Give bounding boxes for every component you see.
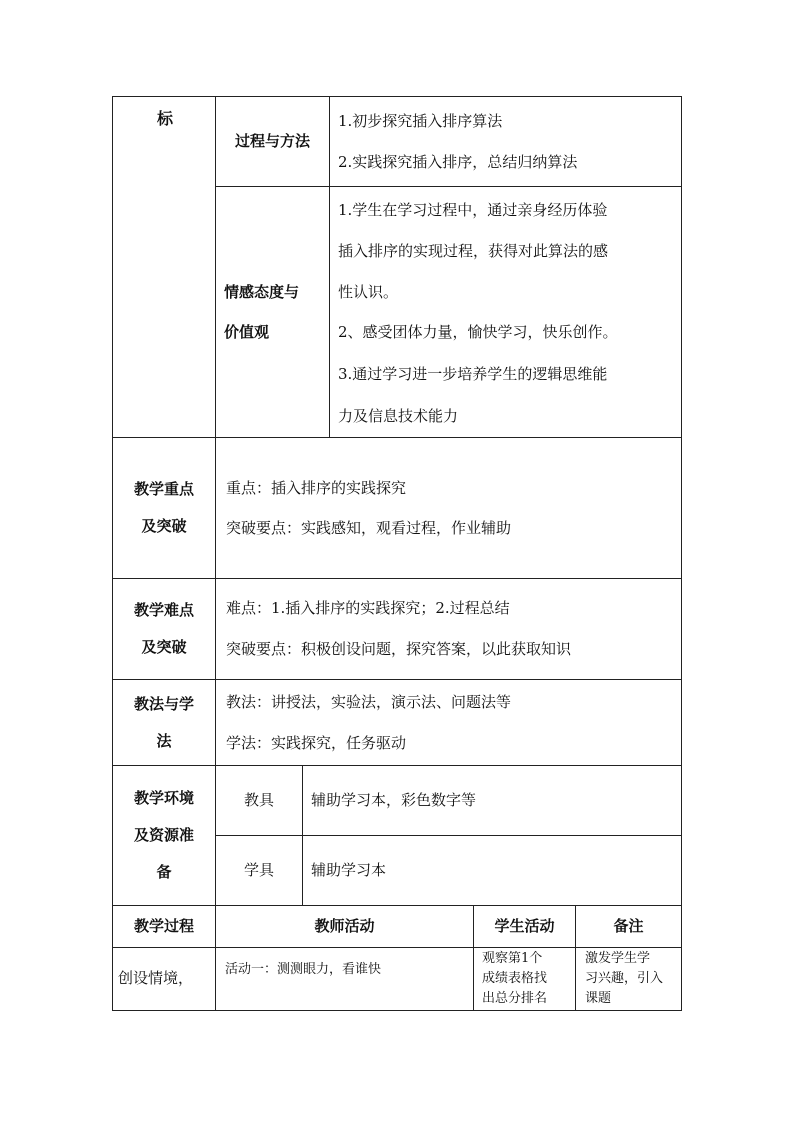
objectives-label-cell xyxy=(112,96,216,438)
methods-line-1: 教法：讲授法，实验法，演示法、问题法等 xyxy=(226,693,512,711)
key-points-label-cell xyxy=(112,437,216,579)
difficulties-label-line-2: 及突破 xyxy=(141,638,187,656)
row-student-line-1: 观察第1个 xyxy=(482,951,543,966)
teacher-tools-content xyxy=(302,765,682,836)
emotion-line-1: 1.学生在学习过程中，通过亲身经历体验 xyxy=(338,201,608,219)
row-note-line-2: 习兴趣，引入 xyxy=(585,971,664,986)
process-item-2: 2.实践探究插入排序，总结归纳算法 xyxy=(338,153,578,171)
student-tools-content xyxy=(302,835,682,906)
student-tools-value: 辅助学习本 xyxy=(311,861,387,879)
key-points-content xyxy=(215,437,682,579)
row-note-line-3: 课题 xyxy=(585,991,612,1006)
header-teacher-activity xyxy=(215,905,474,948)
emotion-line-2: 插入排序的实现过程，获得对此算法的感 xyxy=(338,242,609,260)
teacher-tools-label-cell xyxy=(215,765,303,836)
objectives-label: 标 xyxy=(157,109,174,128)
row-stage xyxy=(112,947,216,1011)
teacher-tools-label: 教具 xyxy=(243,791,274,809)
process-item-1: 1.初步探究插入排序算法 xyxy=(338,112,503,130)
row-stage-text: 创设情境， xyxy=(118,969,194,987)
environment-label-cell xyxy=(112,765,216,906)
emotion-line-4: 2、感受团体力量，愉快学习，快乐创作。 xyxy=(338,323,618,341)
key-points-line-1: 重点：插入排序的实践探究 xyxy=(226,479,407,497)
teacher-tools-value: 辅助学习本，彩色数字等 xyxy=(311,791,477,809)
header-note-label: 备注 xyxy=(613,917,644,935)
methods-content xyxy=(215,679,682,766)
emotion-line-3: 性认识。 xyxy=(338,283,399,301)
key-points-label-line-1: 教学重点 xyxy=(133,480,194,498)
methods-line-2: 学法：实践探究，任务驱动 xyxy=(226,734,407,752)
row-note xyxy=(575,947,682,1011)
emotion-label-line-1: 情感态度与 xyxy=(224,283,300,301)
header-teacher-activity-label: 教师活动 xyxy=(314,917,375,935)
header-stage xyxy=(112,905,216,948)
emotion-line-5: 3.通过学习进一步培养学生的逻辑思维能 xyxy=(338,365,608,383)
process-method-label: 过程与方法 xyxy=(234,132,310,150)
process-method-content xyxy=(329,96,682,187)
difficulties-line-1: 难点：1.插入排序的实践探究；2.过程总结 xyxy=(226,599,510,617)
header-note xyxy=(575,905,682,948)
process-method-label-cell xyxy=(215,96,330,187)
emotion-label-line-2: 价值观 xyxy=(224,323,270,341)
header-student-activity-label: 学生活动 xyxy=(494,917,555,935)
methods-label-line-1: 教法与学 xyxy=(133,694,194,713)
environment-label-line-2: 及资源准 xyxy=(133,826,194,844)
emotion-label-cell xyxy=(215,186,330,438)
emotion-line-6: 力及信息技术能力 xyxy=(338,407,459,425)
student-tools-label: 学具 xyxy=(243,861,274,879)
row-student-line-2: 成绩表格找 xyxy=(482,971,548,986)
row-student-line-3: 出总分排名 xyxy=(482,991,548,1006)
row-teacher-activity xyxy=(215,947,474,1011)
difficulties-label-cell xyxy=(112,578,216,680)
row-teacher-activity-text: 活动一：测测眼力，看谁快 xyxy=(225,962,382,977)
emotion-content xyxy=(329,186,682,438)
environment-label-line-1: 教学环境 xyxy=(133,789,194,807)
key-points-line-2: 突破要点：实践感知，观看过程，作业辅助 xyxy=(226,519,512,537)
row-student-activity xyxy=(473,947,576,1011)
environment-label-line-3: 备 xyxy=(156,863,172,881)
student-tools-label-cell xyxy=(215,835,303,906)
key-points-label-line-2: 及突破 xyxy=(141,517,187,535)
difficulties-label-line-1: 教学难点 xyxy=(133,601,194,619)
difficulties-content xyxy=(215,578,682,680)
methods-label-cell xyxy=(112,679,216,766)
row-note-line-1: 激发学生学 xyxy=(585,951,651,966)
methods-label-line-2: 法 xyxy=(156,731,172,750)
header-stage-label: 教学过程 xyxy=(133,917,194,935)
difficulties-line-2: 突破要点：积极创设问题，探究答案，以此获取知识 xyxy=(226,640,572,658)
header-student-activity xyxy=(473,905,576,948)
